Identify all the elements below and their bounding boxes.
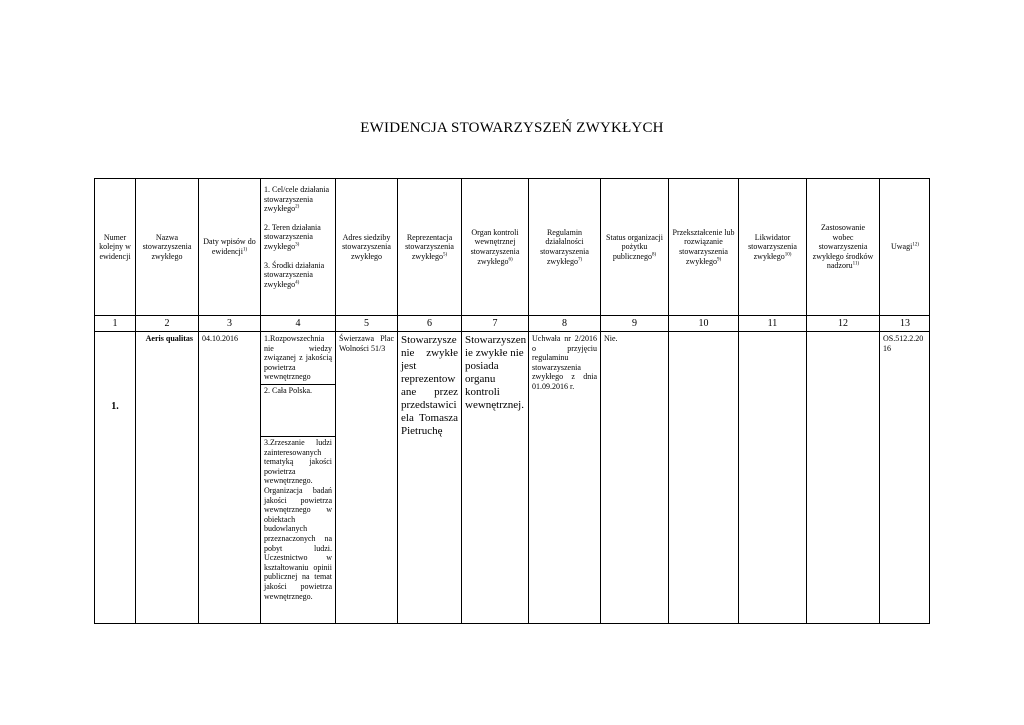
column-number: 3: [227, 317, 232, 329]
column-number: 13: [900, 317, 910, 329]
opp-status: Nie.: [604, 334, 618, 343]
header-regulations: Regulamin działalności stowarzyszenia zwykłego$^{7)}$: [540, 227, 589, 266]
column-number: 1: [112, 317, 118, 329]
column-number: 10: [698, 317, 709, 329]
header-name: Nazwa stowarzyszenia zwykłego: [142, 232, 192, 261]
association-regulations: Uchwała nr 2/2016 o przyjęciu regulaminu stowarzyszenia zwykłego z dnia 01.09.2016 r.: [532, 334, 597, 391]
column-number: 6: [427, 317, 432, 329]
cell-divider: [261, 384, 335, 385]
header-remarks: Uwagi$^{12)}$: [891, 242, 919, 252]
registry-table: [94, 178, 930, 624]
header-liquidator: Likwidator stowarzyszenia zwykłego$^{10)}$: [748, 232, 797, 261]
association-representation: Stowarzysze nie zwykłe jest reprezentow ane przez przedstawici ela Tomasza Pietruchę: [401, 334, 458, 437]
header-control: Organ kontroli wewnętrznej stowarzyszenia zwykłego$^{6)}$: [470, 227, 520, 266]
column-number: 4: [295, 317, 301, 329]
column-number: 8: [562, 317, 567, 329]
document-title: EWIDENCJA STOWARZYSZEŃ ZWYKŁYCH: [360, 120, 664, 136]
entry-date: 04.10.2016: [202, 334, 238, 343]
entry-number: 1.: [111, 401, 119, 413]
association-means: 3.Zrzeszanie ludzi zainteresowanych tematyką jakości powietrza wewnętrznego. Organizacja badań jakości powietrza wewnętrznego w obiektach budowlanych przeznaczonych na pobyt ludzi. Uczestnictwo w kształtowaniu opinii publicznej na temat jakości powietrza wewnętrznego.: [264, 438, 332, 601]
association-goal: 1.Rozpowszechnia nie wiedzy związanej z jakością powietrza wewnętrznego: [264, 334, 332, 382]
column-number: 7: [492, 317, 498, 329]
header-supervision: Zastosowanie wobec stowarzyszenia zwykłego środków nadzoru$^{11)}$: [812, 223, 874, 271]
row-divider: [95, 331, 929, 332]
header-opp: Status organizacji pożytku publicznego$^{8)}$: [606, 232, 663, 261]
header-address: Adres siedziby stowarzyszenia zwykłego: [342, 232, 391, 261]
association-address: Świerzawa Plac Wolności 51/3: [339, 334, 394, 353]
cell-divider: [261, 436, 335, 437]
column-number: 12: [838, 317, 848, 329]
column-number: 9: [632, 317, 637, 329]
internal-control: Stowarzyszen ie zwykłe nie posiada organu kontroli wewnętrznej.: [465, 334, 527, 411]
association-name: Aeris qualitas: [145, 334, 193, 343]
header-goals: 1. Cel/cele działania stowarzyszenia zwykłego$^{2)}$ 2. Teren działania stowarzyszenia zwykłego$^{3)}$ 3. Środki działania stowarzyszenia zwykłego$^{4)}$: [264, 185, 330, 289]
column-number: 2: [164, 317, 170, 329]
header-number: Numer kolejny w ewidencji: [99, 232, 131, 261]
column-number: 11: [767, 317, 778, 329]
header-dates: Daty wpisów do ewidencji$^{1)}$: [203, 237, 256, 256]
remarks: OS.512.2.20 16: [883, 334, 924, 353]
column-number: 5: [364, 317, 369, 329]
header-transformation: Przekształcenie lub rozwiązanie stowarzyszenia zwykłego$^{9)}$: [672, 227, 735, 266]
association-area: 2. Cała Polska.: [264, 386, 312, 395]
header-representation: Reprezentacja stowarzyszenia zwykłego$^{5)}$: [405, 232, 454, 261]
